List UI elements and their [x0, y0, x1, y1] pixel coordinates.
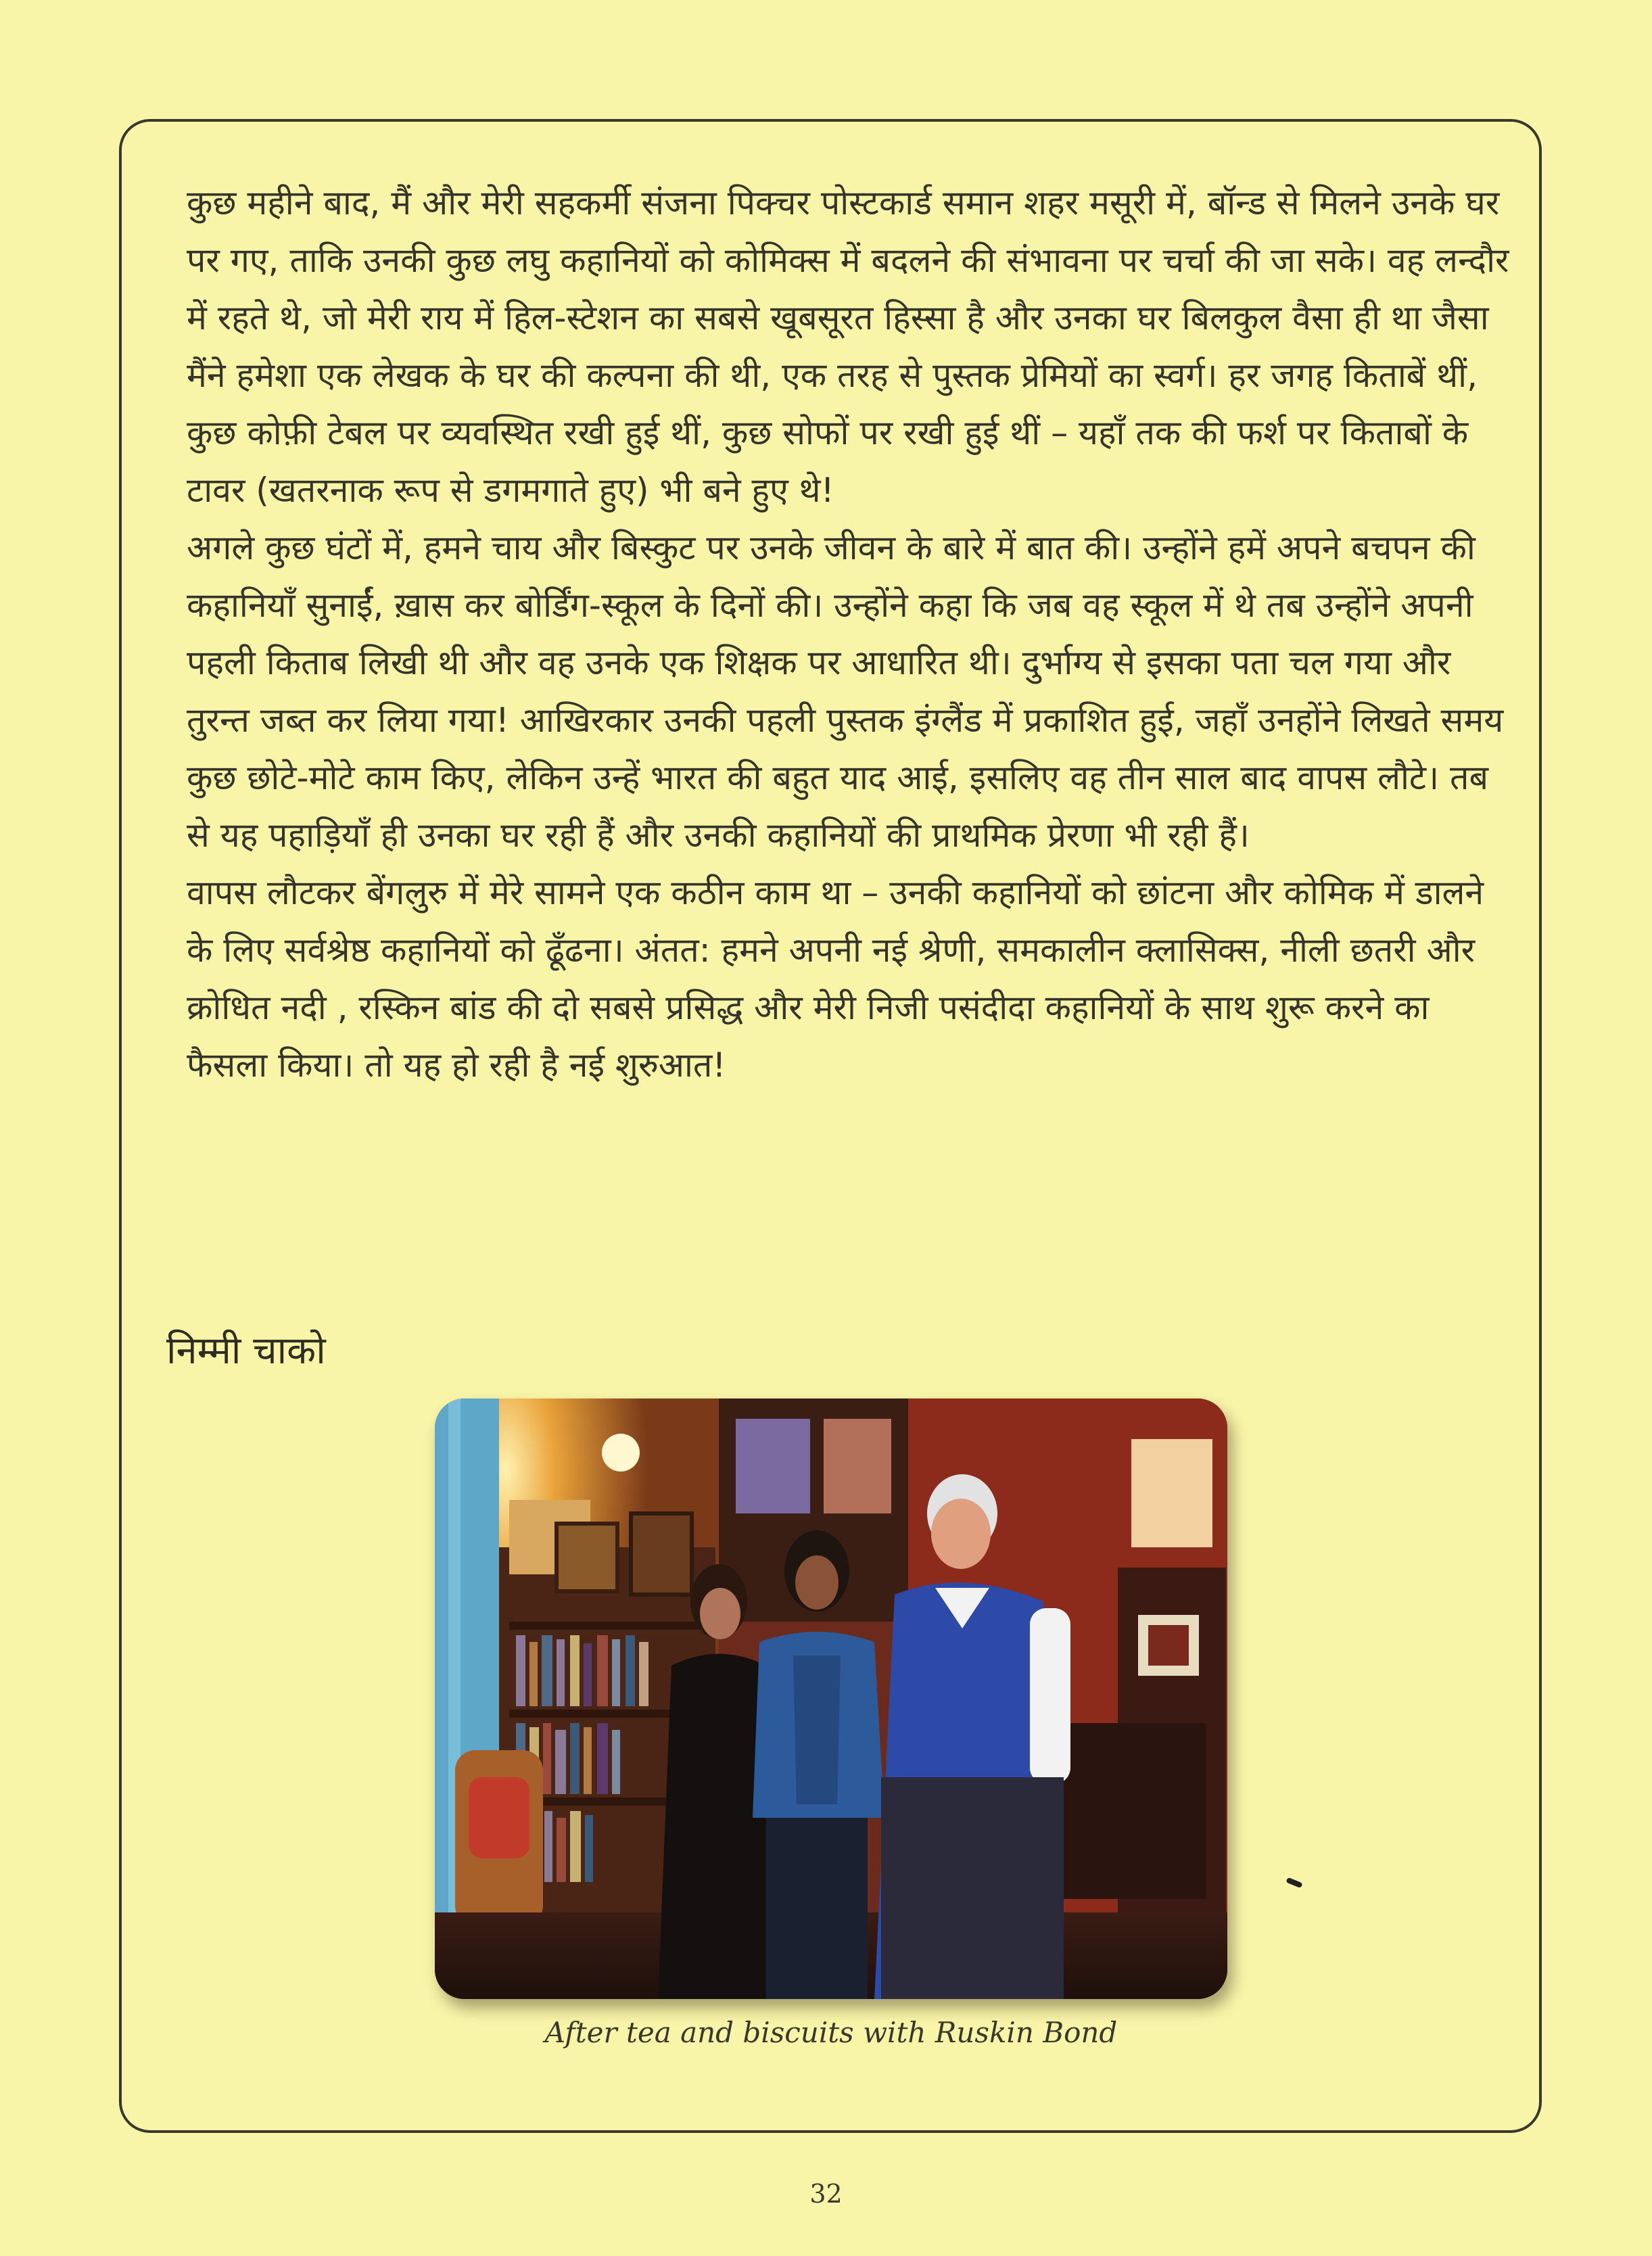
- paragraph-2: अगले कुछ घंटों में, हमने चाय और बिस्कुट पर उनके जीवन के बारे में बात की। उन्होंने हमें अपने बचपन की कहानियाँ सुनाईं, ख़ास कर बोर्डिंग-स्कूल के दिनों की। उन्होंने कहा कि जब वह स्कूल में थे तब उन्होंने अपनी पहली किताब लिखी थी और वह उनके एक शिक्षक पर आधारित थी। दुर्भाग्य से इसका पता चल गया और तुरन्त जब्त कर लिया गया! आखिरकार उनकी पहली पुस्तक इंग्लैंड में प्रकाशित हुई, जहाँ उनहोंने लिखते समय कुछ छोटे-मोटे काम किए, लेकिन उन्हें भारत की बहुत याद आई, इसलिए वह तीन साल बाद वापस लौटे। तब से यह पहाड़ियाँ ही उनका घर रही हैं और उनकी कहानियों की प्राथमिक प्रेरणा भी रही हैं।: [187, 528, 1504, 855]
- article-body: [187, 174, 1512, 1094]
- paragraph-1: कुछ महीने बाद, मैं और मेरी सहकर्मी संजना पिक्चर पोस्टकार्ड समान शहर मसूरी में, बॉन्ड से मिलने उनके घर पर गए, ताकि उनकी कुछ लघु कहानियों को कोमिक्स में बदलने की संभावना पर चर्चा की जा सके। वह लन्दौर में रहते थे, जो मेरी राय में हिल-स्टेशन का सबसे खूबसूरत हिस्सा है और उनका घर बिलकुल वैसा ही था जैसा मैंने हमेशा एक लेखक के घर की कल्पना की थी, एक तरह से पुस्तक प्रेमियों का स्वर्ग। हर जगह किताबें थीं, कुछ कोफ़ी टेबल पर व्यवस्थित रखी हुई थीं, कुछ सोफों पर रखी हुई थीं – यहाँ तक की फर्श पर किताबों के टावर (खतरनाक रूप से डगमगाते हुए) भी बने हुए थे!: [187, 183, 1509, 510]
- author-signature: निम्मी चाको: [166, 1329, 326, 1373]
- photo-illustration: [435, 1399, 1227, 1999]
- photo-caption: After tea and biscuits with Ruskin Bond: [544, 2016, 1118, 2049]
- page-number: 32: [809, 2179, 843, 2209]
- paragraph-3: वापस लौटकर बेंगलुरु में मेरे सामने एक कठीन काम था – उनकी कहानियों को छांटना और कोमिक में डालने के लिए सर्वश्रेष्ठ कहानियों को ढूँढना। अंतत: हमने अपनी नई श्रेणी, समकालीन क्लासिक्स, नीली छतरी और क्रोधित नदी , रस्किन बांड की दो सबसे प्रसिद्ध और मेरी निजी पसंदीदा कहानियों के साथ शुरू करने का फैसला किया। तो यह हो रही है नई शुरुआत!: [187, 873, 1484, 1085]
- group-photo: [435, 1399, 1227, 1999]
